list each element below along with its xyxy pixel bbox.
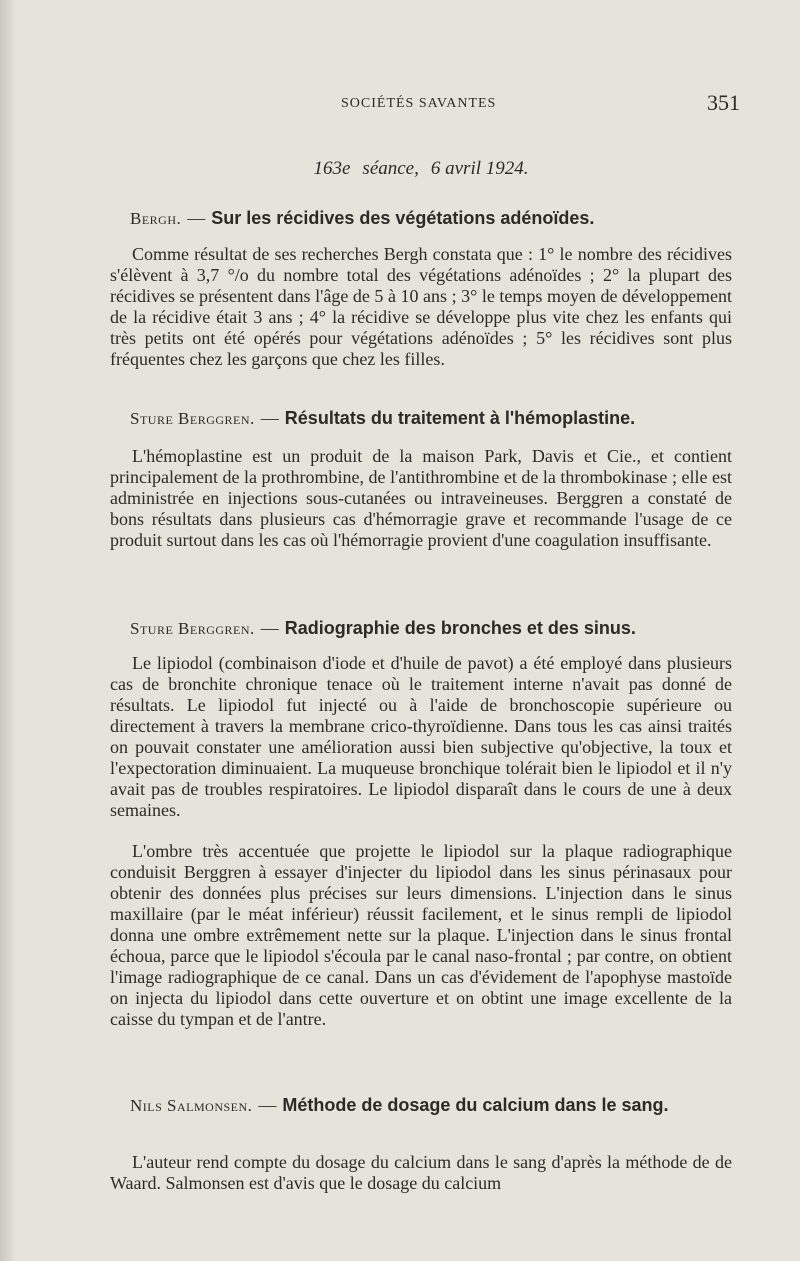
page-number: 351 xyxy=(707,90,740,115)
entry-heading xyxy=(130,618,732,639)
entry-author: Sture Berggren. xyxy=(130,409,255,428)
entry-paragraph: L'hémoplastine est un produit de la maison Park, Davis et Cie., et contient principalement de la prothrombine, de l'antithrombine et de la thrombokinase ; elle est administrée en injections sous-cutanées ou intraveineuses. Berggren a constaté de bons résultats dans plusieurs cas d'hémorragie grave et recommande l'usage de ce produit surtout dans les cas où l'hémorragie provient d'une coagulation insuffisante. xyxy=(110,446,732,550)
session-number: 163e xyxy=(313,158,351,179)
entry-title: Sur les récidives des végétations adénoïdes. xyxy=(211,208,595,228)
session-date: 6 avril 1924. xyxy=(430,158,529,179)
entry-dash: — xyxy=(260,618,279,638)
entry-paragraph: Comme résultat de ses recherches Bergh constata que : 1° le nombre des récidives s'élèvent à 3,7 °/o du nombre total des végétations adénoïdes ; 2° la plupart des récidives se présentent dans l'âge de 5 à 10 ans ; 3° le temps moyen de développement de la récidive était 3 ans ; 4° la récidive se développe plus vite chez les enfants qui très petits ont été opérés pour végétations adénoïdes ; 5° les récidives sont plus fréquentes chez les garçons que chez les filles. xyxy=(110,244,732,369)
running-title: SOCIÉTÉS SAVANTES xyxy=(341,96,497,111)
entry-paragraph: L'ombre très accentuée que projette le lipiodol sur la plaque radiographique conduisit Berggren à essayer d'injecter du lipiodol dans les sinus périnasaux pour obtenir des données plus précises sur leurs dimensions. L'injection dans le sinus maxillaire (par le méat inférieur) réussit facilement, et le sinus rempli de lipiodol donna une ombre extrêmement nette sur la plaque. L'injection dans le sinus frontal échoua, parce que le lipiodol s'écoula par le canal naso-frontal ; par contre, on obtient l'image radiographique de ce canal. Dans un cas d'évidement de l'apophyse mastoïde on injecta du lipiodol dans cette ouverture et on obtint une image excellente de la caisse du tympan et de l'antre. xyxy=(110,841,732,1029)
entry-dash: — xyxy=(258,1095,277,1115)
entry-author: Nils Salmonsen. xyxy=(130,1096,253,1115)
entry-author: Sture Berggren. xyxy=(130,619,255,638)
entry-dash: — xyxy=(260,408,279,428)
session-label: séance, xyxy=(362,158,419,179)
entry-paragraph: L'auteur rend compte du dosage du calcium dans le sang d'après la méthode de de Waard. Salmonsen est d'avis que le dosage du calcium xyxy=(110,1152,732,1193)
entry-author: Bergh. xyxy=(130,209,182,228)
page-edge xyxy=(0,0,16,1261)
entry-paragraph: Le lipiodol (combinaison d'iode et d'huile de pavot) a été employé dans plusieurs cas de bronchite chronique tenace où le traitement interne n'avait pas donné de résultats. Le lipiodol fut injecté ou à l'aide de bronchoscopie supérieure ou directement à travers la membrane crico-thyroïdienne. Dans tous les cas ainsi traités on pouvait constater une amélioration aussi bien subjective qu'objective, la toux et l'expectoration diminuaient. La muqueuse bronchique tolérait bien le lipiodol et il n'y avait pas de troubles respiratoires. Le lipiodol disparaît dans le cours de une à deux semaines. xyxy=(110,653,732,820)
entry-heading xyxy=(130,408,732,429)
entry-dash: — xyxy=(187,208,206,228)
entry-heading xyxy=(130,208,732,229)
entry-heading xyxy=(130,1093,732,1118)
entry-title: Résultats du traitement à l'hémoplastine. xyxy=(284,408,636,428)
entry-title: Radiographie des bronches et des sinus. xyxy=(284,618,636,638)
session-heading xyxy=(110,158,732,180)
running-head xyxy=(110,90,740,118)
entry-title: Méthode de dosage du calcium dans le sang. xyxy=(282,1095,669,1115)
